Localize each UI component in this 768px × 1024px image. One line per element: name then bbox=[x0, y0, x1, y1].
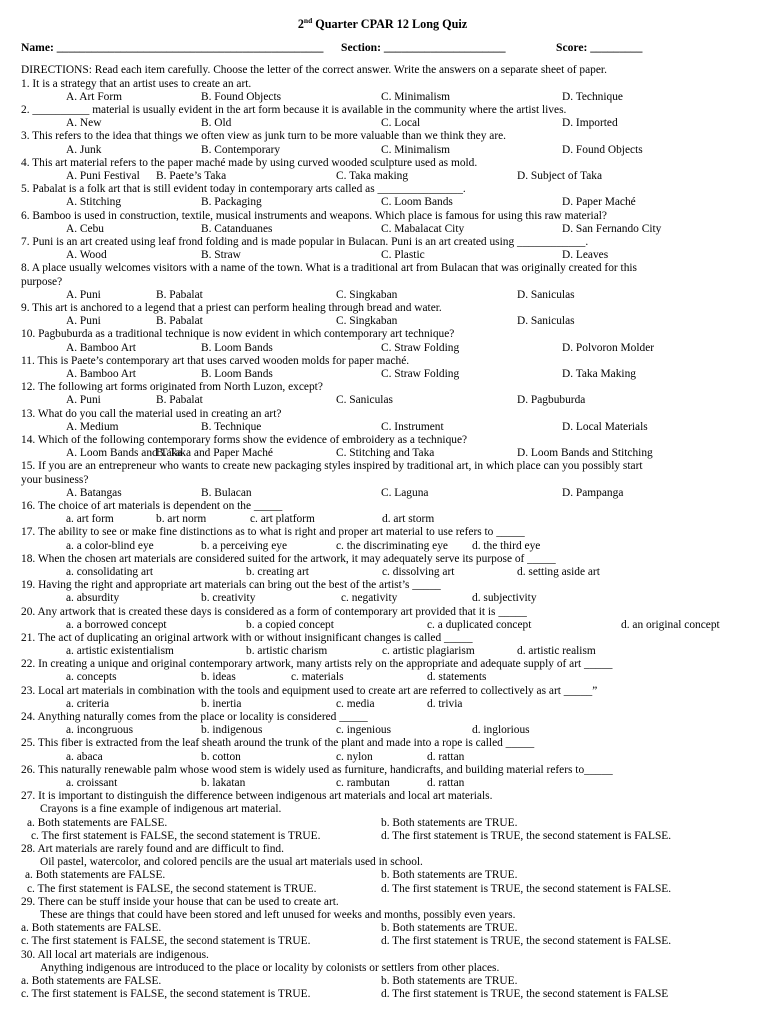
second-statement: Anything indigenous are introduced to the place or locality by colonists or settlers from other places. bbox=[40, 961, 500, 974]
answer-option: b. indigenous bbox=[201, 724, 263, 737]
answer-option: c. The first statement is FALSE, the second statement is TRUE. bbox=[21, 988, 311, 1001]
answer-options-row bbox=[21, 289, 744, 302]
answer-options-row bbox=[21, 342, 744, 355]
section-field: Section: _____________________ bbox=[341, 41, 506, 55]
answer-option: B. Taka and Paper Maché bbox=[156, 447, 273, 460]
answer-option: b. inertia bbox=[201, 697, 242, 710]
question-text: 1. It is a strategy that an artist uses to create an art. bbox=[21, 77, 252, 90]
answer-options-row bbox=[21, 922, 744, 935]
answer-option: A. Cebu bbox=[66, 222, 104, 235]
answer-options-row bbox=[21, 249, 744, 262]
answer-option: c. a duplicated concept bbox=[427, 618, 532, 631]
answer-option: B. Pabalat bbox=[156, 315, 203, 328]
answer-options-row bbox=[21, 817, 744, 830]
question-text: 24. Anything naturally comes from the place or locality is considered _____ bbox=[21, 711, 368, 724]
answer-option: b. cotton bbox=[201, 750, 241, 763]
question-text: 8. A place usually welcomes visitors with a name of the town. What is a traditional art from Bulacan that was originally created for this bbox=[21, 262, 637, 275]
answer-option: d. statements bbox=[427, 671, 487, 684]
answer-option: C. Taka making bbox=[336, 170, 409, 183]
second-statement: Crayons is a fine example of indigenous art material. bbox=[40, 803, 282, 816]
question-text: 2. __________ material is usually evident in the art form because it is available in the community where the artist lives. bbox=[21, 104, 567, 117]
answer-option: b. creativity bbox=[201, 592, 256, 605]
answer-option: c. the discriminating eye bbox=[336, 539, 448, 552]
answer-option: d. trivia bbox=[427, 697, 463, 710]
answer-options-row bbox=[21, 315, 744, 328]
answer-option: A. Bamboo Art bbox=[66, 367, 136, 380]
question-text: 27. It is important to distinguish the difference between indigenous art materials and local art materials. bbox=[21, 790, 493, 803]
answer-option: B. Bulacan bbox=[201, 486, 252, 499]
answer-option: D. Saniculas bbox=[517, 288, 575, 301]
question-text: 10. Pagbuburda as a traditional technique is now evident in which contemporary art technique? bbox=[21, 328, 455, 341]
answer-option: C. Laguna bbox=[381, 486, 429, 499]
answer-option: A. Wood bbox=[66, 249, 107, 262]
question-text: 28. Art materials are rarely found and are difficult to find. bbox=[21, 843, 284, 856]
answer-option: a. abaca bbox=[66, 750, 103, 763]
answer-option: A. New bbox=[66, 117, 102, 130]
answer-option: c. nylon bbox=[336, 750, 373, 763]
answer-options-row bbox=[21, 421, 744, 434]
answer-option: d. The first statement is TRUE, the second statement is FALSE. bbox=[381, 935, 672, 948]
answer-option: D. Pampanga bbox=[562, 486, 624, 499]
answer-option: b. Both statements are TRUE. bbox=[381, 974, 518, 987]
answer-options-row bbox=[21, 394, 744, 407]
answer-option: D. Found Objects bbox=[562, 143, 643, 156]
answer-option: A. Junk bbox=[66, 143, 102, 156]
answer-option: d. The first statement is TRUE, the second statement is FALSE bbox=[381, 988, 669, 1001]
answer-options-row bbox=[21, 988, 744, 1001]
answer-option: d. inglorious bbox=[472, 724, 530, 737]
answer-options-row bbox=[21, 724, 744, 737]
question-text: 7. Puni is an art created using leaf frond folding and is made popular in Bulacan. Puni is an art created using ____________. bbox=[21, 236, 589, 249]
answer-option: b. creating art bbox=[246, 565, 309, 578]
answer-options-row bbox=[21, 698, 744, 711]
answer-option: D. Taka Making bbox=[562, 367, 636, 380]
answer-option: a. concepts bbox=[66, 671, 117, 684]
answer-options-row bbox=[21, 513, 744, 526]
answer-option: d. rattan bbox=[427, 777, 465, 790]
answer-option: D. Leaves bbox=[562, 249, 609, 262]
answer-option: b. art norm bbox=[156, 513, 207, 526]
answer-options-row bbox=[21, 751, 744, 764]
answer-option: B. Contemporary bbox=[201, 143, 281, 156]
answer-options-row bbox=[21, 566, 744, 579]
answer-option: C. Saniculas bbox=[336, 394, 393, 407]
question-text: 12. The following art forms originated from North Luzon, except? bbox=[21, 381, 323, 394]
answer-option: c. The first statement is FALSE, the second statement is TRUE. bbox=[21, 935, 311, 948]
question-text: 26. This naturally renewable palm whose wood stem is widely used as furniture, handicrafts, and building material refers to_____ bbox=[21, 763, 613, 776]
answer-option: C. Straw Folding bbox=[381, 367, 460, 380]
answer-option: C. Instrument bbox=[381, 420, 444, 433]
answer-options-row bbox=[21, 592, 744, 605]
answer-option: c. artistic plagiarism bbox=[382, 645, 475, 658]
second-statement: Oil pastel, watercolor, and colored pencils are the usual art materials used in school. bbox=[40, 856, 423, 869]
answer-options-row bbox=[21, 447, 744, 460]
student-info-row bbox=[21, 41, 744, 54]
answer-options-row bbox=[21, 91, 744, 104]
answer-options-row bbox=[21, 196, 744, 209]
answer-option: c. negativity bbox=[341, 592, 398, 605]
answer-option: a. absurdity bbox=[66, 592, 120, 605]
statement-question-list bbox=[21, 790, 744, 1001]
answer-options-row bbox=[21, 777, 744, 790]
answer-option: c. rambutan bbox=[336, 777, 390, 790]
question-text: 23. Local art materials in combination with the tools and equipment used to create art are referred to collectively as art _____” bbox=[21, 684, 598, 697]
answer-option: a. consolidating art bbox=[66, 565, 153, 578]
answer-option: c. The first statement is FALSE, the second statement is TRUE. bbox=[31, 829, 321, 842]
answer-option: d. an original concept bbox=[621, 618, 720, 631]
answer-option: c. art platform bbox=[250, 513, 315, 526]
question-text: 18. When the chosen art materials are considered suited for the artwork, it may adequately serve its purpose of _____ bbox=[21, 552, 556, 565]
question-text: 13. What do you call the material used in creating an art? bbox=[21, 407, 282, 420]
answer-option: a. art form bbox=[66, 513, 114, 526]
answer-option: A. Loom Bands and Taka bbox=[66, 447, 183, 460]
answer-option: b. a copied concept bbox=[246, 618, 334, 631]
answer-option: D. Imported bbox=[562, 117, 618, 130]
answer-option: A. Art Form bbox=[66, 90, 123, 103]
answer-option: C. Singkaban bbox=[336, 315, 398, 328]
answer-option: d. subjectivity bbox=[472, 592, 537, 605]
question-text: 4. This art material refers to the paper maché made by using curved wooded sculpture used as mold. bbox=[21, 156, 478, 169]
answer-option: B. Paete’s Taka bbox=[156, 170, 227, 183]
answer-option: C. Local bbox=[381, 117, 421, 130]
answer-option: B. Catanduanes bbox=[201, 222, 273, 235]
answer-option: d. the third eye bbox=[472, 539, 541, 552]
answer-option: b. ideas bbox=[201, 671, 236, 684]
answer-option: d. rattan bbox=[427, 750, 465, 763]
question-text: 25. This fiber is extracted from the leaf sheath around the trunk of the plant and made into a rope is called _____ bbox=[21, 737, 535, 750]
answer-options-row bbox=[21, 619, 744, 632]
answer-option: b. artistic charism bbox=[246, 645, 328, 658]
answer-option: d. artistic realism bbox=[517, 645, 596, 658]
question-list bbox=[21, 78, 744, 791]
question-text: 11. This is Paete’s contemporary art that uses carved wooden molds for paper maché. bbox=[21, 354, 410, 367]
answer-option: A. Puni bbox=[66, 288, 101, 301]
answer-option: B. Loom Bands bbox=[201, 367, 273, 380]
answer-option: c. materials bbox=[291, 671, 344, 684]
question-text: 6. Bamboo is used in construction, textile, musical instruments and weapons. Which place is famous for using this raw material? bbox=[21, 209, 607, 222]
answer-options-row bbox=[21, 170, 744, 183]
answer-option: a. Both statements are FALSE. bbox=[21, 974, 162, 987]
answer-options-row bbox=[21, 869, 744, 882]
answer-option: D. Loom Bands and Stitching bbox=[517, 447, 653, 460]
answer-options-row bbox=[21, 645, 744, 658]
answer-option: a. Both statements are FALSE. bbox=[27, 816, 168, 829]
question-text: 9. This art is anchored to a legend that a priest can perform healing through bread and water. bbox=[21, 302, 442, 314]
question-text: 21. The act of duplicating an original artwork with or without insignificant changes is called _____ bbox=[21, 631, 473, 644]
answer-options-row bbox=[21, 117, 744, 130]
answer-option: D. Saniculas bbox=[517, 315, 575, 328]
question-text: 29. There can be stuff inside your house that can be used to create art. bbox=[21, 895, 339, 908]
answer-option: B. Pabalat bbox=[156, 288, 203, 301]
answer-option: a. criteria bbox=[66, 697, 109, 710]
question-text: 22. In creating a unique and original contemporary artwork, many artists rely on the appropriate and adequate supply of art _____ bbox=[21, 658, 613, 671]
answer-option: C. Loom Bands bbox=[381, 196, 453, 209]
answer-options-row bbox=[21, 975, 744, 988]
question-text: 20. Any artwork that is created these days is considered as a form of contemporary art provided that it is _____ bbox=[21, 605, 527, 618]
answer-option: B. Pabalat bbox=[156, 394, 203, 407]
answer-option: A. Puni Festival bbox=[66, 170, 140, 183]
answer-option: b. a perceiving eye bbox=[201, 539, 288, 552]
answer-option: b. Both statements are TRUE. bbox=[381, 816, 518, 829]
answer-option: D. Technique bbox=[562, 90, 623, 103]
answer-option: D. Polvoron Molder bbox=[562, 341, 655, 354]
answer-option: b. Both statements are TRUE. bbox=[381, 922, 518, 935]
question-text-continued: purpose? bbox=[21, 275, 63, 288]
answer-option: D. Paper Maché bbox=[562, 196, 636, 209]
answer-option: a. a borrowed concept bbox=[66, 618, 167, 631]
answer-option: d. The first statement is TRUE, the second statement is FALSE. bbox=[381, 882, 672, 895]
name-field: Name: ______________________________________________ bbox=[21, 41, 324, 55]
answer-options-row bbox=[21, 830, 744, 843]
answer-option: c. The first statement is FALSE, the second statement is TRUE. bbox=[27, 882, 317, 895]
answer-option: C. Mabalacat City bbox=[381, 222, 465, 235]
answer-options-row bbox=[21, 935, 744, 948]
quiz-title: 2nd Quarter CPAR 12 Long Quiz bbox=[297, 16, 468, 32]
answer-option: B. Old bbox=[201, 117, 232, 130]
answer-option: B. Technique bbox=[201, 420, 262, 433]
question-text: 30. All local art materials are indigenous. bbox=[21, 948, 209, 961]
answer-options-row bbox=[21, 540, 744, 553]
answer-option: a. croissant bbox=[66, 777, 118, 790]
answer-option: C. Stitching and Taka bbox=[336, 447, 435, 460]
answer-option: A. Stitching bbox=[66, 196, 122, 209]
score-field: Score: _________ bbox=[556, 41, 643, 55]
answer-option: d. art storm bbox=[382, 513, 435, 526]
answer-option: C. Minimalism bbox=[381, 143, 450, 156]
answer-option: b. Both statements are TRUE. bbox=[381, 869, 518, 882]
answer-option: A. Puni bbox=[66, 394, 101, 407]
answer-options-row bbox=[21, 883, 744, 896]
answer-option: B. Straw bbox=[201, 249, 241, 262]
answer-option: c. ingenious bbox=[336, 724, 392, 737]
answer-option: a. incongruous bbox=[66, 724, 134, 737]
question-text: 14. Which of the following contemporary forms show the evidence of embroidery as a technique? bbox=[21, 433, 468, 446]
answer-option: a. Both statements are FALSE. bbox=[21, 922, 162, 935]
second-statement: These are things that could have been stored and left unused for weeks and months, possibly even years. bbox=[40, 909, 516, 921]
question-text: 5. Pabalat is a folk art that is still evident today in contemporary arts called as _______________. bbox=[21, 183, 466, 196]
answer-option: b. lakatan bbox=[201, 777, 246, 790]
answer-options-row bbox=[21, 487, 744, 500]
answer-option: B. Loom Bands bbox=[201, 341, 273, 354]
answer-option: A. Puni bbox=[66, 315, 101, 328]
answer-options-row bbox=[21, 671, 744, 684]
answer-option: D. Subject of Taka bbox=[517, 170, 603, 183]
answer-option: c. media bbox=[336, 697, 375, 710]
answer-option: a. artistic existentialism bbox=[66, 645, 174, 658]
question-text-continued: your business? bbox=[21, 473, 89, 486]
answer-option: C. Straw Folding bbox=[381, 341, 460, 354]
answer-option: d. setting aside art bbox=[517, 565, 600, 578]
answer-option: C. Singkaban bbox=[336, 288, 398, 301]
question-text: 3. This refers to the idea that things we often view as junk turn to be more valuable than we think they are. bbox=[21, 130, 507, 143]
question-text: 19. Having the right and appropriate art materials can bring out the best of the artist’s _____ bbox=[21, 579, 441, 592]
answer-options-row bbox=[21, 368, 744, 381]
answer-option: D. San Fernando City bbox=[562, 222, 662, 235]
answer-option: D. Local Materials bbox=[562, 420, 648, 433]
answer-option: C. Plastic bbox=[381, 249, 425, 262]
answer-options-row bbox=[21, 144, 744, 157]
answer-option: D. Pagbuburda bbox=[517, 394, 586, 407]
answer-option: a. a color-blind eye bbox=[66, 539, 154, 552]
answer-options-row bbox=[21, 223, 744, 236]
answer-option: d. The first statement is TRUE, the second statement is FALSE. bbox=[381, 829, 672, 842]
question-text: 15. If you are an entrepreneur who wants to create new packaging styles inspired by traditional art, in which place can you possibly start bbox=[21, 460, 643, 473]
answer-option: A. Batangas bbox=[66, 486, 122, 499]
directions: DIRECTIONS: Read each item carefully. Choose the letter of the correct answer. Write the answers on a separate sheet of paper. bbox=[21, 64, 607, 77]
answer-option: B. Found Objects bbox=[201, 90, 282, 103]
answer-option: A. Bamboo Art bbox=[66, 341, 136, 354]
answer-option: c. dissolving art bbox=[382, 565, 455, 578]
question-text: 17. The ability to see or make fine distinctions as to what is right and proper art material to use refers to _____ bbox=[21, 526, 525, 539]
answer-option: C. Minimalism bbox=[381, 90, 450, 103]
answer-option: A. Medium bbox=[66, 420, 119, 433]
answer-option: a. Both statements are FALSE. bbox=[25, 869, 166, 882]
answer-option: B. Packaging bbox=[201, 196, 262, 209]
question-text: 16. The choice of art materials is dependent on the _____ bbox=[21, 499, 283, 512]
